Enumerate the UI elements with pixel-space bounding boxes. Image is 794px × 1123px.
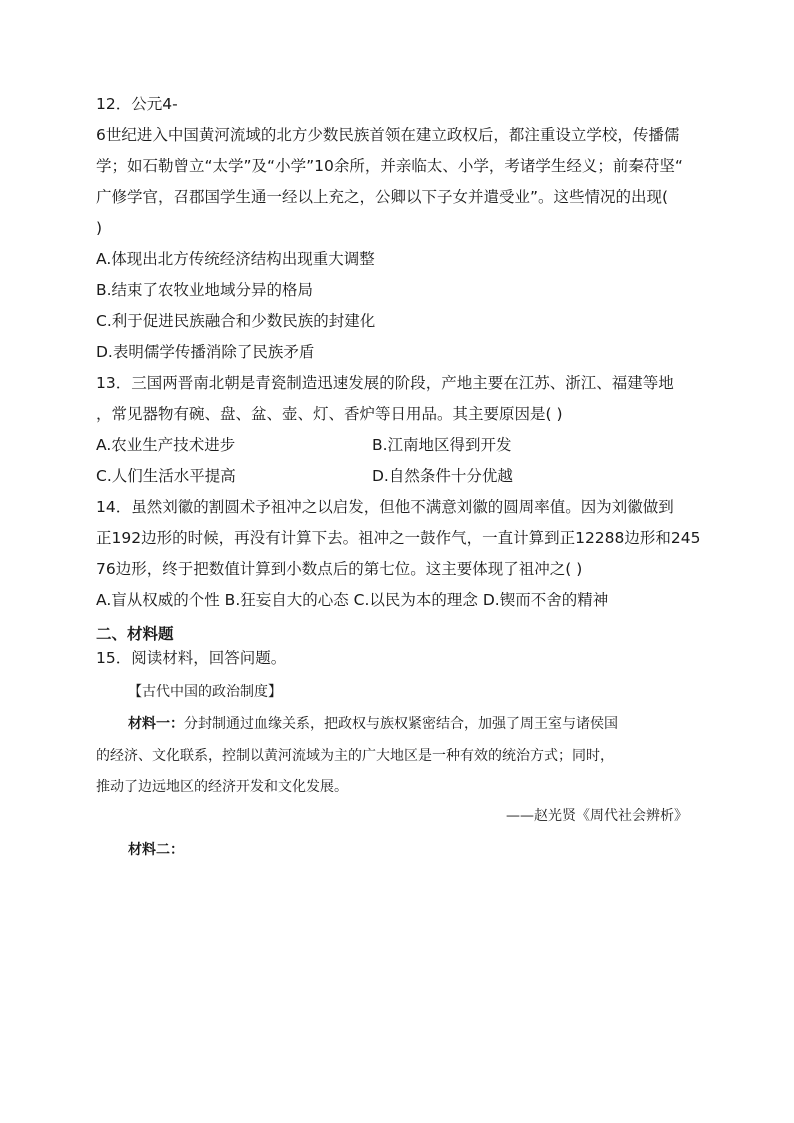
material1-text-3: 推动了边远地区的经济开发和文化发展。 bbox=[96, 779, 348, 795]
q15-stem: 15．阅读材料，回答问题。 bbox=[96, 649, 287, 667]
material2-label: 材料二： bbox=[128, 842, 184, 858]
material1-source: ——赵光贤《周代社会辨析》 bbox=[506, 808, 688, 824]
q13-option-d: D.自然条件十分优越 bbox=[372, 467, 513, 485]
q12-option-d: D.表明儒学传播消除了民族矛盾 bbox=[96, 343, 315, 361]
material1-label: 材料一： bbox=[128, 716, 184, 732]
section-heading: 二、材料题 bbox=[96, 625, 174, 643]
q13-stem-line-1: 13．三国两晋南北朝是青瓷制造迅速发展的阶段，产地主要在江苏、浙江、福建等地 bbox=[96, 374, 674, 392]
q12-stem-line-1: 12．公元4- bbox=[96, 95, 178, 113]
q14-stem-line-2: 正192边形的时候，再没有计算下去。祖冲之一鼓作气，一直计算到正12288边形和245 bbox=[96, 529, 701, 547]
q13-option-a: A.农业生产技术进步 bbox=[96, 436, 236, 454]
material1-text-2: 的经济、文化联系，控制以黄河流域为主的广大地区是一种有效的统治方式；同时， bbox=[96, 748, 614, 764]
q13-option-c: C.人们生活水平提高 bbox=[96, 467, 236, 485]
q14-options: A.盲从权威的个性 B.狂妄自大的心态 C.以民为本的理念 D.锲而不舍的精神 bbox=[96, 591, 609, 609]
q12-option-b: B.结束了农牧业地域分异的格局 bbox=[96, 281, 314, 299]
material1-first-line bbox=[128, 714, 618, 734]
q12-stem-line-2: 6世纪进入中国黄河流域的北方少数民族首领在建立政权后，都注重设立学校，传播儒 bbox=[96, 126, 680, 144]
q12-option-a: A.体现出北方传统经济结构出现重大调整 bbox=[96, 250, 375, 268]
q12-stem-line-3: 学；如石勒曾立“太学”及“小学”10余所，并亲临太、小学，考诸学生经义；前秦苻坚“ bbox=[96, 157, 683, 175]
q12-stem-line-4: 广修学官，召郡国学生通一经以上充之，公卿以下子女并遣受业”。这些情况的出现( bbox=[96, 188, 669, 206]
q14-stem-line-3: 76边形，终于把数值计算到小数点后的第七位。这主要体现了祖冲之( ) bbox=[96, 560, 583, 578]
material1-text-1: 分封制通过血缘关系，把政权与族权紧密结合，加强了周王室与诸侯国 bbox=[184, 716, 618, 732]
q13-stem-line-2: ，常见器物有碗、盘、盆、壶、灯、香炉等日用品。其主要原因是( ) bbox=[96, 405, 563, 423]
q12-option-c: C.利于促进民族融合和少数民族的封建化 bbox=[96, 312, 376, 330]
q13-option-b: B.江南地区得到开发 bbox=[372, 436, 512, 454]
q12-stem-line-5: ) bbox=[96, 219, 103, 237]
q14-stem-line-1: 14．虽然刘徽的割圆术予祖冲之以启发，但他不满意刘徽的圆周率值。因为刘徽做到 bbox=[96, 498, 674, 516]
material-topic: 【古代中国的政治制度】 bbox=[128, 684, 282, 700]
